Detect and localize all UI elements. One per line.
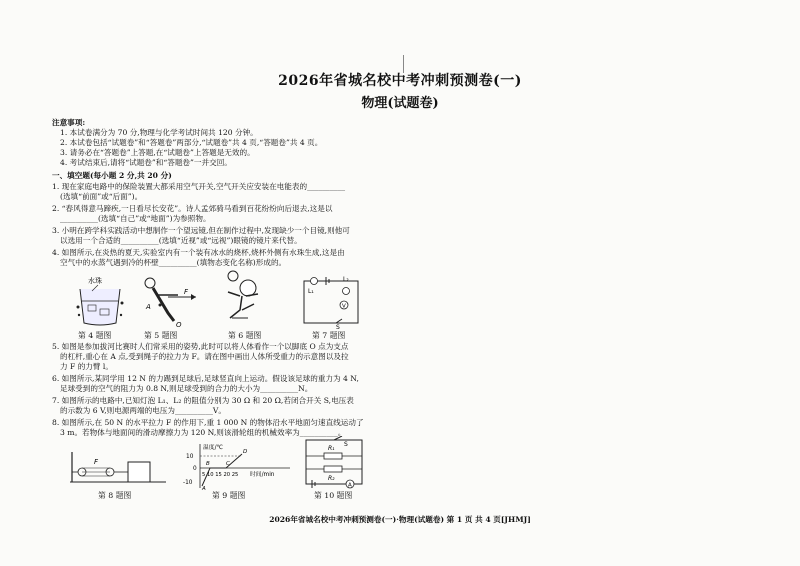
figure-9-point-d: D <box>243 449 248 455</box>
figure-10-label-a: A <box>348 482 352 489</box>
page-footer: 2026年省城名校中考冲刺预测卷(一)·物理(试题卷) 第 1 页 共 4 页[JHMJ] <box>269 515 531 524</box>
figure-8-label-f: F <box>94 458 99 466</box>
figure-5-tug-of-war <box>138 273 200 329</box>
figure-9-ylabel: 温度/℃ <box>203 445 224 451</box>
question-7-line-1: 7. 如图所示的电路中,已知灯泡 L₁、L₂ 的阻值分别为 30 Ω 和 20 Ω,若闭合开关 S,电压表 <box>52 396 354 405</box>
question-8-line-1: 8. 如图所示,在 50 N 的水平拉力 F 的作用下,重 1 000 N 的物体沿水平地面匀速直线运动了 <box>52 418 364 427</box>
figure-6-caption: 第 6 题图 <box>228 331 262 340</box>
figure-10-circuit <box>300 436 370 490</box>
question-5-line-1: 5. 如图是参加拔河比赛时人们常采用的姿势,此时可以将人体看作一个以脚底 O 点为支点 <box>52 342 349 351</box>
question-3-line-1: 3. 小明在跨学科实践活动中想制作一个望远镜,但在制作过程中,发现缺少一个目镜,则他可 <box>52 226 350 235</box>
figure-10-label-s: S <box>344 441 348 448</box>
figure-7-label-v: V <box>342 303 346 310</box>
question-7-line-2: 的示数为 6 V,则电源两端的电压为__________V。 <box>60 406 226 415</box>
question-4-line-2: 空气中的水蒸气遇到冷的杯壁__________(填物态变化名称)形成的。 <box>60 258 287 267</box>
figure-9-temperature-graph <box>180 440 300 490</box>
figure-9-tick-0: 0 <box>193 466 197 472</box>
figure-7-label-l2: L₂ <box>343 276 349 283</box>
question-5-line-3: 力 F 的力臂 l。 <box>60 362 113 371</box>
notice-item-3: 3. 请务必在“答题卷”上答题,在“试题卷”上答题是无效的。 <box>60 148 255 157</box>
figure-9-caption: 第 9 题图 <box>212 491 246 500</box>
question-5-line-2: 的杠杆,重心在 A 点,受到绳子的拉力为 F。请在图中画出人体所受重力的示意图以及拉 <box>60 352 349 361</box>
question-4-line-1: 4. 如图所示,在炎热的夏天,实验室内有一个装有冰水的烧杯,烧杯外侧有水珠生成,这是由 <box>52 248 345 257</box>
exam-title: 2026年省城名校中考冲刺预测卷(一) <box>278 73 522 89</box>
question-8-line-2: 3 m。若物体与地面间的滑动摩擦力为 120 N,则该滑轮组的机械效率为__________。 <box>60 428 346 437</box>
figure-9-tick-minus10: -10 <box>183 480 193 486</box>
notice-item-4: 4. 考试结束后,请将“试题卷”和“答题卷”一并交回。 <box>60 158 232 167</box>
figure-9-xticks: 5 10 15 20 25 <box>202 472 239 478</box>
figure-5-label-a: A <box>146 303 151 311</box>
figure-9-point-b: B <box>206 461 210 467</box>
question-6-line-1: 6. 如图所示,某同学用 12 N 的力踢到足球后,足球竖直向上运动。假设该足球的重力为 4 N, <box>52 374 359 383</box>
section-heading: 一、填空题(每小题 2 分,共 20 分) <box>52 171 172 180</box>
question-1-line-2: (选填“前面”或“后面”)。 <box>60 192 143 201</box>
figure-5-caption: 第 5 题图 <box>144 331 178 340</box>
figure-5-label-f: F <box>184 288 189 296</box>
figure-7-circuit <box>298 273 364 329</box>
figure-4-beaker <box>70 273 130 329</box>
question-3-line-2: 以选用一个合适的__________(选填“近视”或“远视”)眼镜的镜片来代替。 <box>60 236 302 245</box>
figure-9-point-c: C <box>226 461 230 467</box>
question-2-line-1: 2. “春风得意马蹄疾,一日看尽长安花”。诗人孟郊骑马看到百花纷纷向后退去,这是以 <box>52 204 333 213</box>
exam-subtitle: 物理(试题卷) <box>361 96 439 111</box>
notice-item-1: 1. 本试卷满分为 70 分,物理与化学考试时间共 120 分钟。 <box>60 128 258 137</box>
figure-9-tick-10: 10 <box>186 454 194 460</box>
figure-5-label-o: O <box>176 321 182 329</box>
figure-9-point-a: A <box>202 486 206 490</box>
figure-4-caption: 第 4 题图 <box>78 331 112 340</box>
notice-heading: 注意事项: <box>52 118 86 127</box>
figure-7-label-s: S <box>336 324 340 329</box>
figure-4-label: 水珠 <box>88 277 102 285</box>
notice-item-2: 2. 本试卷包括“试题卷”和“答题卷”两部分,“试题卷”共 4 页,“答题卷”共 4 页。 <box>60 138 323 147</box>
figure-7-caption: 第 7 题图 <box>312 331 346 340</box>
figure-6-kick <box>218 268 278 328</box>
figure-8-pulley <box>68 446 168 486</box>
figure-10-caption: 第 10 题图 <box>314 491 353 500</box>
question-1-line-1: 1. 现在家庭电路中的保险装置大都采用空气开关,空气开关应安装在电能表的__________ <box>52 182 346 191</box>
figure-9-xlabel: 时间/min <box>250 472 275 478</box>
figure-10-label-r1: R₁ <box>328 445 335 452</box>
question-6-line-2: 足球受到的空气的阻力为 0.8 N,则足球受到的合力的大小为__________N。 <box>60 384 313 393</box>
figure-10-label-r2: R₂ <box>328 475 335 482</box>
figure-8-caption: 第 8 题图 <box>98 491 132 500</box>
figure-7-label-l1: L₁ <box>308 288 314 295</box>
question-2-line-2: __________(选填“自己”或“地面”)为参照物。 <box>60 214 211 223</box>
